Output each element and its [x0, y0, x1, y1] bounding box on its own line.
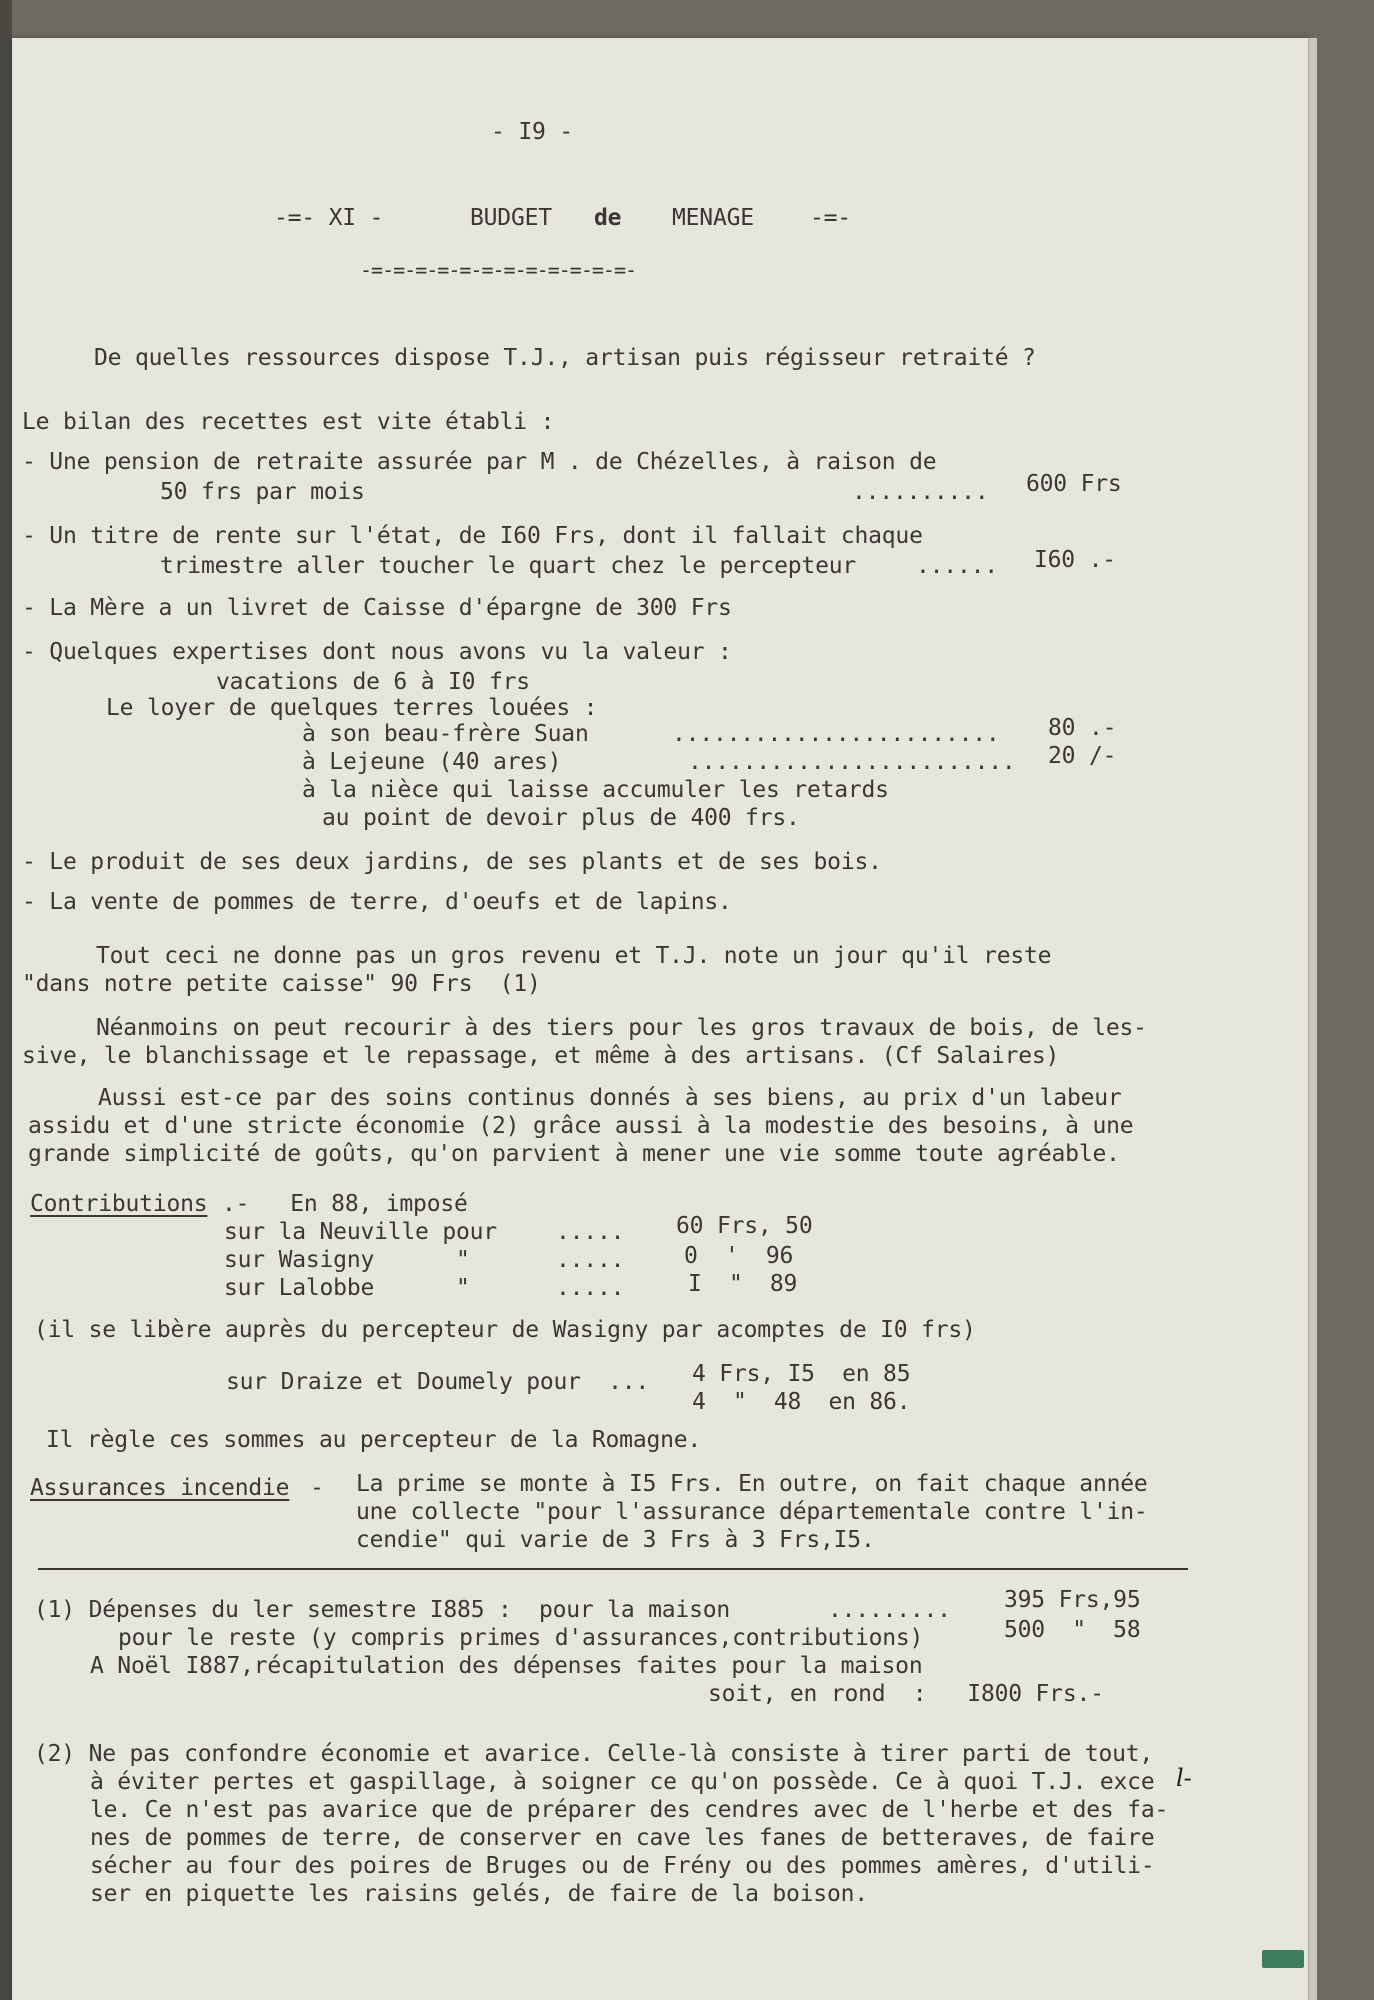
contribution-place: sur la Neuville pour — [224, 1219, 497, 1245]
footnote-1-line-1: (1) Dépenses du ler semestre I885 : pour la maison — [34, 1597, 731, 1623]
suan-dots: ........................ — [672, 721, 1000, 747]
paragraph-2-line-1: Néanmoins on peut recourir à des tiers pour les gros travaux de bois, de les- — [96, 1015, 1147, 1041]
footnote-1-line-3: A Noël I887,récapitulation des dépenses faites pour la maison — [90, 1653, 923, 1679]
footnote-1-amount-1: 395 Frs,95 — [1004, 1587, 1141, 1613]
rente-line-1: - Un titre de rente sur l'état, de I60 Frs, dont il fallait chaque — [22, 523, 923, 549]
expertises-line-2: vacations de 6 à I0 frs — [216, 669, 530, 695]
lejeune-amount: 20 /- — [1048, 743, 1117, 769]
heading-menage: MENAGE — [672, 205, 754, 231]
contribution-dots: ..... — [556, 1247, 625, 1273]
paragraph-3-line-1: Aussi est-ce par des soins continus donnés à ses biens, au prix d'un labeur — [98, 1085, 1122, 1111]
assurances-dash: - — [310, 1475, 324, 1501]
heading-right: -=- — [810, 205, 851, 231]
book-spine — [0, 0, 12, 2000]
footnote-2-line-5: sécher au four des poires de Bruges ou de Frény ou des pommes amères, d'utili- — [90, 1853, 1155, 1879]
footnote-1-line-4: soit, en rond : I800 Frs.- — [708, 1681, 1104, 1707]
footnote-1-line-2: pour le reste (y compris primes d'assurances,contributions) — [118, 1625, 924, 1651]
document-page — [12, 38, 1308, 2000]
paragraph-3-line-3: grande simplicité de goûts, qu'on parvient à mener une vie somme toute agréable. — [28, 1141, 1120, 1167]
bilan-line: Le bilan des recettes est vite établi : — [22, 409, 555, 435]
assurances-line-3: cendie" qui varie de 3 Frs à 3 Frs,I5. — [356, 1527, 875, 1553]
pension-line-1: - Une pension de retraite assurée par M . de Chézelles, à raison de — [22, 449, 937, 475]
acomptes-note: (il se libère auprès du percepteur de Wasigny par acomptes de I0 frs) — [34, 1317, 976, 1343]
page-number: - I9 - — [491, 119, 573, 145]
footnote-separator — [38, 1568, 1188, 1570]
contribution-place: sur Lalobbe " — [224, 1275, 470, 1301]
footnote-2-line-2: à éviter pertes et gaspillage, à soigner ce qu'on possède. Ce à quoi T.J. exce — [90, 1769, 1155, 1795]
romagne-line: Il règle ces sommes au percepteur de la Romagne. — [46, 1427, 702, 1453]
heading-divider: -=-=-=-=-=-=-=-=-=-=-=-=- — [360, 258, 637, 282]
contribution-dots: ..... — [556, 1275, 625, 1301]
expertises-line-1: - Quelques expertises dont nous avons vu la valeur : — [22, 639, 732, 665]
paragraph-1-line-2: "dans notre petite caisse" 90 Frs (1) — [22, 971, 541, 997]
footnote-1-amount-2: 500 " 58 — [1004, 1617, 1141, 1643]
contribution-place: sur Wasigny " — [224, 1247, 470, 1273]
footnote-2-line-1: (2) Ne pas confondre économie et avarice. Celle-là consiste à tirer parti de tout, — [34, 1741, 1154, 1767]
footnote-2-line-4: nes de pommes de terre, de conserver en cave les fanes de betteraves, de faire — [90, 1825, 1155, 1851]
pension-line-2: 50 frs par mois — [160, 479, 365, 505]
contribution-dots: ..... — [556, 1219, 625, 1245]
loyer-line: Le loyer de quelques terres louées : — [106, 695, 598, 721]
contribution-amount: I " 89 — [688, 1271, 798, 1297]
intro-line: De quelles ressources dispose T.J., artisan puis régisseur retraité ? — [94, 345, 1036, 371]
contributions-label: Contributions — [30, 1191, 208, 1217]
rente-dots: ...... — [916, 553, 998, 579]
vente-line: - La vente de pommes de terre, d'oeufs et de lapins. — [22, 889, 732, 915]
archive-sticker — [1262, 1950, 1304, 1968]
draize-line-1: 4 Frs, I5 en 85 — [692, 1361, 911, 1387]
heading-de: de — [594, 205, 622, 231]
pension-dots: .......... — [852, 479, 989, 505]
draize-line-2: 4 " 48 en 86. — [692, 1389, 911, 1415]
heading-left: -=- XI - — [274, 205, 384, 231]
suan-line: à son beau-frère Suan — [302, 721, 589, 747]
livret-line: - La Mère a un livret de Caisse d'épargne de 300 Frs — [22, 595, 732, 621]
paragraph-3-line-2: assidu et d'une stricte économie (2) grâce aussi à la modestie des besoins, à une — [28, 1113, 1134, 1139]
contributions-intro: .- En 88, imposé — [222, 1191, 468, 1217]
footnote-2-line-3: le. Ce n'est pas avarice que de préparer des cendres avec de l'herbe et des fa- — [90, 1797, 1169, 1823]
suan-amount: 80 .- — [1048, 715, 1117, 741]
assurances-label: Assurances incendie — [30, 1475, 290, 1501]
rente-amount: I60 .- — [1034, 547, 1116, 573]
lejeune-line: à Lejeune (40 ares) — [302, 749, 562, 775]
niece-line-2: au point de devoir plus de 400 frs. — [322, 805, 800, 831]
contribution-amount: 0 ' 96 — [684, 1243, 794, 1269]
draize-place: sur Draize et Doumely pour ... — [226, 1369, 650, 1395]
lejeune-dots: ........................ — [688, 749, 1016, 775]
footnote-2-line-6: ser en piquette les raisins gelés, de faire de la boison. — [90, 1881, 868, 1907]
rente-line-2: trimestre aller toucher le quart chez le percepteur — [160, 553, 857, 579]
niece-line-1: à la nièce qui laisse accumuler les retards — [302, 777, 889, 803]
page-edge — [1308, 38, 1317, 2000]
assurances-line-1: La prime se monte à I5 Frs. En outre, on fait chaque année — [356, 1471, 1148, 1497]
paragraph-2-line-2: sive, le blanchissage et le repassage, et même à des artisans. (Cf Salaires) — [22, 1043, 1060, 1069]
footnote-1-dots: ......... — [828, 1597, 951, 1623]
handwritten-correction: l- — [1176, 1764, 1192, 1792]
contribution-amount: 60 Frs, 50 — [676, 1213, 813, 1239]
heading-budget: BUDGET — [470, 205, 552, 231]
assurances-line-2: une collecte "pour l'assurance départementale contre l'in- — [356, 1499, 1148, 1525]
pension-amount: 600 Frs — [1026, 471, 1122, 497]
produit-line: - Le produit de ses deux jardins, de ses plants et de ses bois. — [22, 849, 882, 875]
paragraph-1-line-1: Tout ceci ne donne pas un gros revenu et T.J. note un jour qu'il reste — [96, 943, 1052, 969]
